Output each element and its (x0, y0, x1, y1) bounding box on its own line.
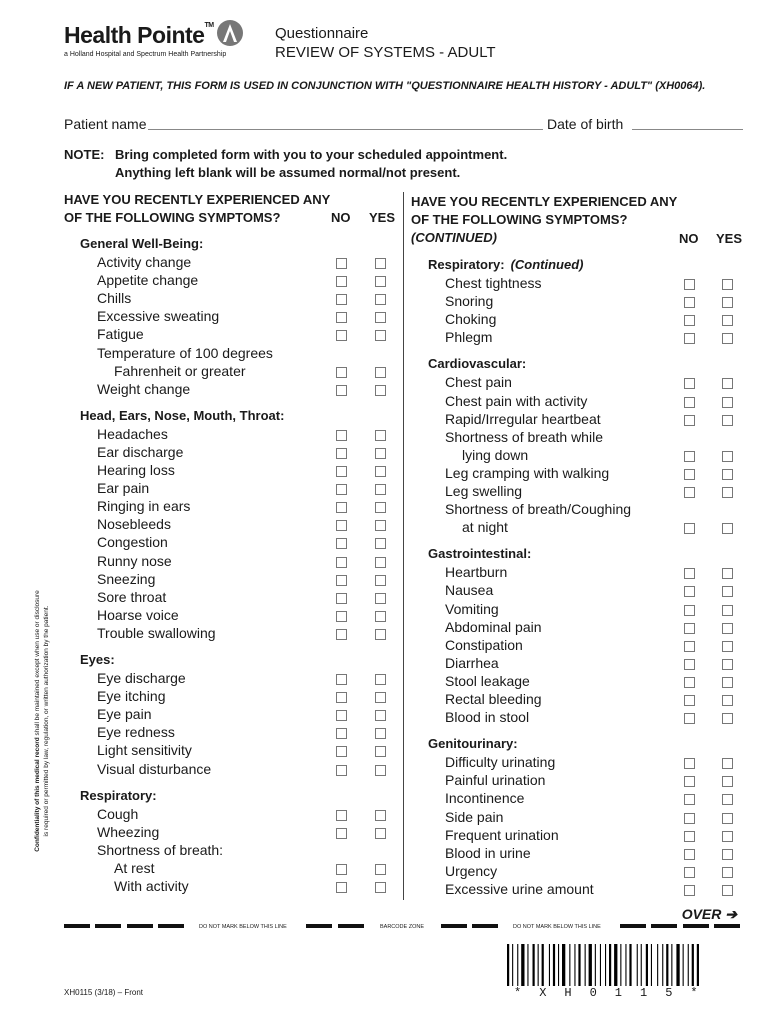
symptom-label: Temperature of 100 degrees (97, 344, 273, 361)
symptom-label: Difficulty urinating (445, 754, 556, 771)
symptom-label: Phlegm (445, 329, 493, 346)
checkbox-yes[interactable] (722, 487, 733, 498)
checkbox-yes[interactable] (722, 415, 733, 426)
section-title: Cardiovascular: (428, 356, 527, 372)
checkbox-yes[interactable] (722, 523, 733, 534)
symptom-label: Frequent urination (445, 826, 559, 843)
checkbox-no[interactable] (336, 593, 347, 604)
section-title: Gastrointestinal: (428, 546, 532, 562)
checkbox-no[interactable] (336, 258, 347, 269)
logo-mark-icon (217, 20, 243, 46)
symptom-label: Leg cramping with walking (445, 464, 610, 481)
checkbox-no[interactable] (336, 367, 347, 378)
symptom-label: Stool leakage (445, 672, 530, 689)
checkbox-yes[interactable] (722, 677, 733, 688)
checkbox-yes[interactable] (722, 586, 733, 597)
symptom-label: Trouble swallowing (97, 624, 216, 641)
marker-bar (95, 924, 121, 928)
symptom-label: Wheezing (97, 823, 160, 840)
checkbox-yes[interactable] (375, 258, 386, 269)
checkbox-yes[interactable] (722, 623, 733, 634)
checkbox-yes[interactable] (375, 367, 386, 378)
symptom-label: Weight change (97, 380, 191, 397)
checkbox-yes[interactable] (375, 385, 386, 396)
marker-bar (683, 924, 709, 928)
checkbox-no[interactable] (336, 276, 347, 287)
checkbox-no[interactable] (336, 385, 347, 396)
checkbox-no[interactable] (336, 294, 347, 305)
checkbox-no[interactable] (684, 605, 695, 616)
symptom-label: At rest (114, 859, 155, 876)
symptom-label: Appetite change (97, 272, 199, 289)
right-continued: (CONTINUED) (411, 230, 497, 245)
checkbox-yes[interactable] (375, 728, 386, 739)
symptom-label: Activity change (97, 254, 192, 270)
marker-bar (127, 924, 153, 928)
checkbox-yes[interactable] (375, 484, 386, 495)
symptom-label: Nausea (445, 582, 494, 599)
checkbox-yes[interactable] (375, 611, 386, 622)
checkbox-yes[interactable] (375, 520, 386, 531)
checkbox-no[interactable] (684, 487, 695, 498)
symptom-label: Side pain (445, 808, 504, 825)
checkbox-no[interactable] (684, 333, 695, 344)
symptom-label: Eye discharge (97, 670, 186, 686)
right-heading-1: HAVE YOU RECENTLY EXPERIENCED ANY (411, 194, 678, 209)
symptom-label: Light sensitivity (97, 742, 192, 759)
symptom-label: Ear pain (97, 480, 150, 497)
barcode-image (507, 944, 739, 986)
marker-bar (620, 924, 646, 928)
checkbox-yes[interactable] (722, 378, 733, 389)
symptom-label: Visual disturbance (97, 760, 212, 777)
checkbox-no[interactable] (684, 397, 695, 408)
checkbox-no[interactable] (684, 776, 695, 787)
symptom-label: Shortness of breath/Coughing (445, 501, 632, 518)
right-no-header: NO (679, 231, 699, 246)
symptom-label: lying down (462, 446, 529, 463)
checkbox-yes[interactable] (375, 502, 386, 513)
symptom-label: Urgency (445, 862, 498, 879)
checkbox-no[interactable] (684, 641, 695, 652)
checkbox-no[interactable] (684, 315, 695, 326)
checkbox-no[interactable] (336, 611, 347, 622)
symptom-label: Blood in urine (445, 844, 531, 861)
section-title: Eyes: (80, 652, 115, 667)
dob-label: Date of birth (547, 116, 624, 132)
left-heading-1: HAVE YOU RECENTLY EXPERIENCED ANY (64, 192, 331, 207)
logo-name: Health Pointe™ (64, 22, 214, 48)
symptom-label: Rapid/Irregular heartbeat (445, 410, 601, 427)
checkbox-no[interactable] (684, 415, 695, 426)
checkbox-no[interactable] (336, 765, 347, 776)
section-title: Head, Ears, Nose, Mouth, Throat: (80, 407, 285, 423)
checkbox-yes[interactable] (375, 864, 386, 875)
symptom-label: Hearing loss (97, 462, 175, 478)
symptom-label: Sore throat (97, 588, 167, 605)
checkbox-no[interactable] (336, 728, 347, 739)
checkbox-no[interactable] (684, 885, 695, 896)
checkbox-yes[interactable] (722, 605, 733, 616)
checkbox-no[interactable] (336, 448, 347, 459)
symptom-label: Constipation (445, 636, 523, 653)
barcode-zone-label: BARCODE ZONE (380, 924, 425, 930)
symptom-label: Sneezing (97, 570, 156, 587)
symptom-label: Ringing in ears (97, 498, 191, 515)
symptom-label: With activity (114, 878, 189, 894)
checkbox-no[interactable] (336, 430, 347, 441)
symptom-label: Rectal bleeding (445, 691, 542, 707)
patient-name-field[interactable] (148, 129, 543, 130)
symptom-label: Chest tightness (445, 275, 542, 291)
checkbox-yes[interactable] (375, 294, 386, 305)
checkbox-yes[interactable] (722, 695, 733, 706)
symptom-label: Diarrhea (445, 654, 499, 671)
checkbox-yes[interactable] (375, 674, 386, 685)
checkbox-yes[interactable] (722, 333, 733, 344)
symptom-label: Fahrenheit or greater (114, 362, 246, 379)
symptom-label: at night (462, 519, 508, 536)
checkbox-no[interactable] (336, 629, 347, 640)
section-title: Genitourinary: (428, 736, 518, 752)
checkbox-yes[interactable] (375, 430, 386, 441)
symptom-label: Eye redness (97, 724, 175, 741)
symptom-label: Heartburn (445, 564, 508, 581)
marker-bar (338, 924, 364, 928)
checkbox-no[interactable] (336, 692, 347, 703)
checkbox-no[interactable] (684, 378, 695, 389)
checkbox-yes[interactable] (375, 276, 386, 287)
checkbox-yes[interactable] (375, 629, 386, 640)
checkbox-yes[interactable] (375, 330, 386, 341)
checkbox-yes[interactable] (375, 312, 386, 323)
checkbox-yes[interactable] (722, 885, 733, 896)
checkbox-no[interactable] (336, 312, 347, 323)
checkbox-no[interactable] (336, 864, 347, 875)
checkbox-yes[interactable] (375, 538, 386, 549)
checkbox-yes[interactable] (722, 568, 733, 579)
barcode-text: *XH0115* (514, 986, 716, 1000)
section-title: Respiratory: (Continued) (428, 257, 584, 272)
checkbox-no[interactable] (684, 523, 695, 534)
symptom-label: Excessive sweating (97, 308, 220, 325)
checkbox-no[interactable] (684, 451, 695, 462)
checkbox-no[interactable] (684, 279, 695, 290)
checkbox-yes[interactable] (375, 593, 386, 604)
checkbox-yes[interactable] (375, 557, 386, 568)
symptom-label: Choking (445, 311, 497, 328)
symptom-label: Excessive urine amount (445, 880, 594, 897)
checkbox-no[interactable] (336, 466, 347, 477)
form-number: XH0115 (3/18) – Front (64, 988, 144, 997)
right-heading-2: OF THE FOLLOWING SYMPTOMS? (411, 212, 628, 227)
checkbox-yes[interactable] (722, 849, 733, 860)
checkbox-no[interactable] (336, 882, 347, 893)
checkbox-no[interactable] (336, 746, 347, 757)
symptom-label: Eye itching (97, 688, 166, 705)
checkbox-yes[interactable] (375, 810, 386, 821)
checkbox-no[interactable] (684, 758, 695, 769)
note-line-1: Bring completed form with you to your scheduled appointment. (115, 147, 508, 162)
marker-bar (441, 924, 467, 928)
left-no-header: NO (331, 210, 351, 225)
checkbox-no[interactable] (684, 297, 695, 308)
checkbox-no[interactable] (684, 568, 695, 579)
symptom-label: Chest pain (445, 374, 512, 391)
note-label: NOTE: (64, 147, 105, 162)
checkbox-no[interactable] (336, 538, 347, 549)
checkbox-yes[interactable] (375, 828, 386, 839)
checkbox-yes[interactable] (722, 713, 733, 724)
checkbox-yes[interactable] (722, 451, 733, 462)
symptom-label: Shortness of breath: (97, 841, 224, 858)
symptom-label: Congestion (97, 534, 168, 551)
marker-bar (651, 924, 677, 928)
symptom-label: Hoarse voice (97, 606, 179, 623)
symptom-label: Ear discharge (97, 443, 184, 460)
note-line-2: Anything left blank will be assumed normal/not present. (115, 165, 461, 180)
symptom-label: Vomiting (445, 600, 499, 617)
checkbox-no[interactable] (684, 849, 695, 860)
do-not-mark-label-2: DO NOT MARK BELOW THIS LINE (513, 924, 601, 930)
checkbox-no[interactable] (684, 813, 695, 824)
checkbox-yes[interactable] (722, 867, 733, 878)
checkbox-yes[interactable] (722, 758, 733, 769)
checkbox-no[interactable] (684, 867, 695, 878)
section-title: General Well-Being: (80, 236, 204, 251)
checkbox-no[interactable] (684, 469, 695, 480)
column-divider (403, 192, 404, 900)
checkbox-yes[interactable] (375, 466, 386, 477)
checkbox-no[interactable] (684, 623, 695, 634)
right-yes-header: YES (716, 231, 743, 246)
patient-name-label: Patient name (64, 116, 147, 132)
marker-bar (64, 924, 90, 928)
checkbox-yes[interactable] (722, 397, 733, 408)
checkbox-yes[interactable] (375, 882, 386, 893)
checkbox-no[interactable] (336, 710, 347, 721)
checkbox-yes[interactable] (722, 776, 733, 787)
checkbox-yes[interactable] (375, 746, 386, 757)
confidentiality-notice: Confidentiality of this medical record shall be maintained except when use or disclosure is required or permitted by law, regulation, or written authorization by the patient. (34, 590, 50, 852)
symptom-label: Nosebleeds (97, 516, 171, 533)
marker-bar (714, 924, 740, 928)
symptom-label: Shortness of breath while (445, 428, 603, 445)
checkbox-no[interactable] (336, 484, 347, 495)
symptom-label: Runny nose (97, 552, 172, 569)
logo-trademark: TM (204, 22, 214, 29)
checkbox-yes[interactable] (722, 831, 733, 842)
symptom-label: Painful urination (445, 772, 546, 789)
checkbox-yes[interactable] (375, 692, 386, 703)
section-title: Respiratory: (80, 787, 157, 803)
checkbox-yes[interactable] (375, 765, 386, 776)
symptom-label: Abdominal pain (445, 618, 542, 635)
checkbox-no[interactable] (336, 520, 347, 531)
checkbox-yes[interactable] (722, 297, 733, 308)
checkbox-no[interactable] (336, 557, 347, 568)
checkbox-no[interactable] (684, 677, 695, 688)
symptom-label: Leg swelling (445, 483, 523, 499)
checkbox-yes[interactable] (722, 813, 733, 824)
checkbox-yes[interactable] (722, 279, 733, 290)
marker-bar (158, 924, 184, 928)
checkbox-yes[interactable] (722, 659, 733, 670)
symptom-label: Chest pain with activity (445, 392, 588, 409)
checkbox-no[interactable] (684, 831, 695, 842)
checkbox-no[interactable] (336, 674, 347, 685)
left-heading-2: OF THE FOLLOWING SYMPTOMS? (64, 210, 281, 225)
left-yes-header: YES (369, 210, 396, 225)
checkbox-yes[interactable] (722, 315, 733, 326)
marker-bar (472, 924, 498, 928)
checkbox-no[interactable] (336, 502, 347, 513)
checkbox-yes[interactable] (375, 575, 386, 586)
checkbox-yes[interactable] (375, 710, 386, 721)
checkbox-yes[interactable] (722, 641, 733, 652)
checkbox-no[interactable] (336, 330, 347, 341)
checkbox-no[interactable] (684, 586, 695, 597)
over-label: OVER ➔ (681, 906, 737, 922)
symptom-label: Snoring (445, 293, 494, 310)
symptom-label: Chills (97, 290, 132, 307)
marker-bar (306, 924, 332, 928)
checkbox-yes[interactable] (375, 448, 386, 459)
symptom-label: Cough (97, 805, 139, 822)
dob-field[interactable] (632, 129, 743, 130)
do-not-mark-label-1: DO NOT MARK BELOW THIS LINE (199, 924, 287, 930)
instruction-text: IF A NEW PATIENT, THIS FORM IS USED IN CONJUNCTION WITH "QUESTIONNAIRE HEALTH HISTORY - ADULT" (XH0064). (64, 80, 706, 92)
symptom-label: Fatigue (97, 326, 144, 343)
symptom-label: Incontinence (445, 790, 525, 807)
checkbox-no[interactable] (684, 659, 695, 670)
checkbox-no[interactable] (336, 810, 347, 821)
checkbox-yes[interactable] (722, 794, 733, 805)
form-subtitle: REVIEW OF SYSTEMS - ADULT (275, 44, 496, 61)
checkbox-no[interactable] (336, 828, 347, 839)
symptom-label: Headaches (97, 425, 168, 442)
checkbox-no[interactable] (684, 794, 695, 805)
symptom-label: Blood in stool (445, 709, 530, 726)
checkbox-no[interactable] (684, 695, 695, 706)
checkbox-no[interactable] (336, 575, 347, 586)
logo-subtitle: a Holland Hospital and Spectrum Health Partnership (64, 51, 227, 58)
checkbox-no[interactable] (684, 713, 695, 724)
symptom-label: Eye pain (97, 706, 152, 723)
checkbox-yes[interactable] (722, 469, 733, 480)
form-title: Questionnaire (275, 25, 369, 42)
